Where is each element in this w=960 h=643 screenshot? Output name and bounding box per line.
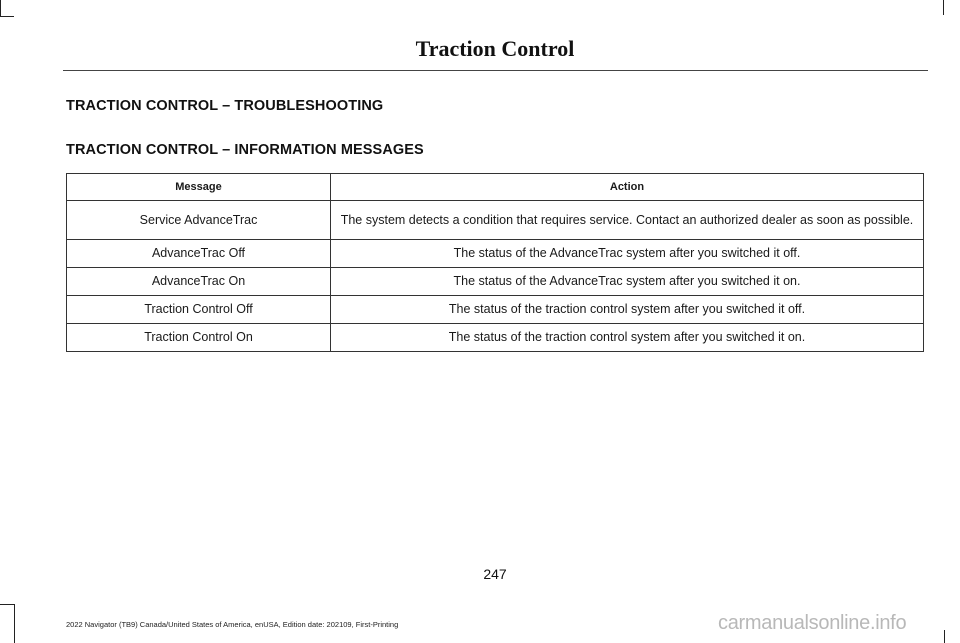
edition-footer: 2022 Navigator (TB9) Canada/United States of America, enUSA, Edition date: 202109, First-Printing bbox=[66, 620, 399, 629]
message-cell: AdvanceTrac On bbox=[67, 268, 331, 296]
table-row bbox=[67, 268, 924, 296]
table-row bbox=[67, 324, 924, 352]
message-cell: Service AdvanceTrac bbox=[67, 201, 331, 240]
table-row bbox=[67, 201, 924, 240]
title-divider bbox=[63, 70, 928, 71]
action-cell: The status of the AdvanceTrac system after you switched it on. bbox=[331, 268, 924, 296]
watermark: carmanualsonline.info bbox=[718, 612, 907, 634]
action-cell: The status of the traction control system after you switched it on. bbox=[331, 324, 924, 352]
section-heading-information-messages: TRACTION CONTROL – INFORMATION MESSAGES bbox=[66, 142, 424, 158]
action-cell: The system detects a condition that requires service. Contact an authorized dealer as soon as possible. bbox=[331, 201, 924, 240]
page-title: Traction Control bbox=[415, 36, 575, 61]
action-cell: The status of the traction control system after you switched it off. bbox=[331, 296, 924, 324]
crop-mark bbox=[0, 604, 14, 605]
message-cell: Traction Control On bbox=[67, 324, 331, 352]
section-heading-troubleshooting: TRACTION CONTROL – TROUBLESHOOTING bbox=[66, 98, 384, 114]
column-header-action: Action bbox=[331, 174, 924, 201]
table-header-row bbox=[67, 174, 924, 201]
crop-mark bbox=[943, 0, 944, 15]
action-cell: The status of the AdvanceTrac system after you switched it off. bbox=[331, 240, 924, 268]
page-number: 247 bbox=[483, 566, 507, 582]
message-cell: AdvanceTrac Off bbox=[67, 240, 331, 268]
information-messages-table bbox=[66, 173, 924, 352]
crop-mark bbox=[944, 630, 945, 643]
table-row bbox=[67, 240, 924, 268]
column-header-message: Message bbox=[67, 174, 331, 201]
message-cell: Traction Control Off bbox=[67, 296, 331, 324]
table-row bbox=[67, 296, 924, 324]
crop-mark bbox=[0, 16, 14, 17]
crop-mark bbox=[14, 604, 15, 643]
crop-mark bbox=[0, 0, 1, 16]
